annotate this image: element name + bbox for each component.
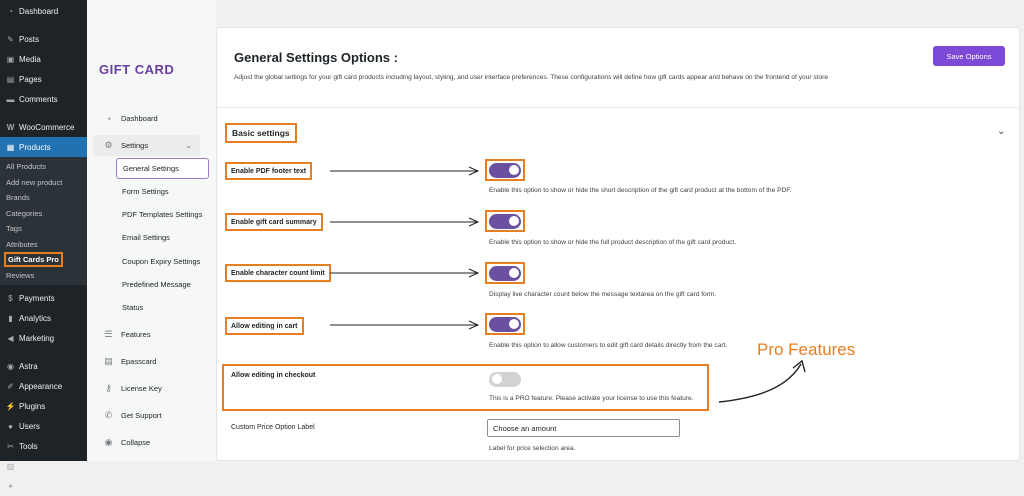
plugin-menu-dashboard[interactable]: ◔ Dashboard	[105, 113, 158, 124]
setting-label-gift-card-summary: Enable gift card summary	[225, 213, 323, 231]
plugin-title: GIFT CARD	[99, 62, 175, 77]
chevron-down-icon: ⌄	[185, 141, 192, 150]
archive-icon: ▦	[6, 142, 15, 152]
toggle-pdf-footer[interactable]	[485, 159, 525, 181]
submenu-form-settings[interactable]: Form Settings	[122, 186, 169, 196]
toggle-gift-card-summary[interactable]	[485, 210, 525, 232]
comment-icon: ▬	[6, 94, 15, 104]
plugin-menu-settings[interactable]: ⚙ Settings ⌄	[93, 135, 200, 156]
arrow-annotation	[330, 320, 482, 330]
toggle-switch	[489, 163, 521, 178]
wrench-icon: ✂	[7, 441, 14, 451]
wp-menu-tools[interactable]: ✂ Tools	[7, 441, 38, 451]
submenu-attributes[interactable]: Attributes	[6, 239, 38, 249]
submenu-tags[interactable]: Tags	[6, 224, 22, 234]
wp-menu-marketing[interactable]: ◀ Marketing	[7, 333, 55, 343]
chevron-down-icon[interactable]: ⌄	[997, 126, 1006, 137]
submenu-status[interactable]: Status	[122, 302, 144, 312]
user-icon: ●	[8, 421, 13, 431]
arrow-annotation	[330, 217, 482, 227]
custom-price-input[interactable]	[487, 419, 680, 437]
astra-icon: ◉	[7, 361, 14, 371]
wp-menu-users[interactable]: ● Users	[0, 416, 87, 436]
plugin-icon: ⚡	[5, 401, 16, 411]
panel-header	[217, 28, 1019, 108]
wp-menu-settings[interactable]: ▥ Settings	[6, 461, 48, 471]
wp-menu-plugins[interactable]: ⚡ Plugins	[5, 401, 46, 411]
wp-menu-products[interactable]: ▦ Products	[0, 137, 87, 157]
submenu-reviews[interactable]: Reviews	[6, 270, 35, 280]
wp-menu-pages[interactable]: ▤ Pages	[6, 74, 42, 84]
plugin-menu-get-support[interactable]: ✆ Get Support	[104, 409, 162, 420]
submenu-predefined-message[interactable]: Predefined Message	[122, 279, 191, 289]
plugin-menu-features[interactable]: ☰ Features	[104, 328, 151, 339]
submenu-coupon-expiry-settings[interactable]: Coupon Expiry Settings	[122, 256, 201, 266]
gear-icon: ⚙	[104, 140, 113, 150]
gauge-icon: ◔	[105, 113, 112, 124]
products-submenu	[0, 157, 87, 285]
wp-menu-comments[interactable]: ▬ Comments	[6, 94, 58, 104]
toggle-character-count[interactable]	[485, 262, 525, 284]
save-options-button[interactable]: Save Options	[933, 46, 1005, 66]
plugin-menu-epasscard[interactable]: ▤ Epasscard	[104, 355, 157, 366]
section-title-basic-settings: Basic settings	[225, 123, 297, 143]
submenu-email-settings[interactable]: Email Settings	[122, 233, 170, 243]
custom-price-desc: Label for price selection area.	[489, 445, 576, 452]
arrow-annotation	[330, 268, 482, 278]
submenu-add-new-product[interactable]: Add new product	[6, 177, 63, 187]
wp-menu-analytics[interactable]: ▮ Analytics	[0, 308, 87, 328]
toggle-edit-in-cart[interactable]	[485, 313, 525, 335]
custom-price-label: Custom Price Option Label	[231, 424, 315, 431]
pin-icon: ✎	[7, 34, 14, 44]
submenu-pdf-templates-settings[interactable]: PDF Templates Settings	[122, 210, 203, 220]
setting-desc-edit-in-checkout: This is a PRO feature. Please activate your license to use this feature.	[489, 395, 694, 402]
setting-label-edit-in-cart: Allow editing in cart	[225, 317, 304, 335]
plugin-sidebar	[87, 0, 216, 461]
settings-panel	[216, 27, 1020, 461]
settings-icon: ▥	[6, 461, 15, 471]
plugin-menu-license-key[interactable]: ⚷ License Key	[105, 382, 162, 393]
pages-icon: ▤	[6, 74, 15, 84]
page-title: General Settings Options :	[234, 50, 398, 65]
toggle-edit-in-checkout[interactable]	[485, 368, 525, 390]
wp-menu-dashboard[interactable]: ◔ Dashboard	[0, 1, 87, 21]
submenu-brands[interactable]: Brands	[6, 193, 30, 203]
wp-menu-appearance[interactable]: ✐ Appearance	[7, 381, 63, 391]
submenu-categories[interactable]: Categories	[6, 208, 43, 218]
list-icon: ☰	[104, 328, 113, 339]
setting-desc-gift-card-summary: Enable this option to show or hide the full product description of the gift card product.	[489, 239, 737, 246]
toggle-switch	[489, 266, 521, 281]
toggle-switch	[489, 317, 521, 332]
wp-menu-posts[interactable]: ✎ Posts	[7, 34, 40, 44]
setting-label-edit-in-checkout: Allow editing in checkout	[231, 372, 316, 379]
plugin-menu	[87, 108, 216, 459]
toggle-switch	[489, 214, 521, 229]
setting-desc-edit-in-cart: Enable this option to allow customers to edit gift card details directly from the cart.	[489, 342, 728, 349]
toggle-switch	[489, 372, 521, 387]
submenu-all-products[interactable]: All Products	[6, 162, 47, 172]
setting-desc-character-count: Display live character count below the message textarea on the gift card form.	[489, 291, 717, 298]
plugin-menu-collapse[interactable]: ◉ Collapse	[104, 436, 151, 447]
woo-icon: W	[6, 122, 15, 132]
wp-menu-astra[interactable]: ◉ Astra	[7, 361, 38, 371]
card-icon: ✦	[7, 481, 14, 491]
pro-features-annotation: Pro Features	[757, 340, 856, 359]
setting-label-pdf-footer: Enable PDF footer text	[225, 162, 312, 180]
submenu-gift-cards-pro[interactable]: Gift Cards Pro	[8, 255, 59, 265]
megaphone-icon: ◀	[7, 333, 14, 343]
support-icon: ✆	[104, 409, 113, 420]
setting-label-character-count: Enable character count limit	[225, 264, 331, 282]
page-description: Adjust the global settings for your gift card products including layout, styling, and user interface preferences. These configurations will define how gift cards appear and behave on the frontend of your store	[234, 74, 829, 81]
collapse-icon: ◉	[104, 436, 113, 447]
brush-icon: ✐	[7, 381, 14, 391]
wp-menu-woocommerce[interactable]: W WooCommerce	[6, 122, 75, 132]
key-icon: ⚷	[105, 382, 112, 393]
wp-menu-epasscard[interactable]: ✦ Epasscard	[7, 481, 57, 491]
submenu-general-settings[interactable]: General Settings	[116, 158, 209, 179]
wp-menu-payments[interactable]: $ Payments	[0, 288, 87, 308]
card-icon: ▤	[104, 355, 113, 366]
arrow-annotation	[330, 166, 482, 176]
dollar-icon: $	[8, 293, 13, 303]
wp-menu-media[interactable]: ▣ Media	[6, 54, 41, 64]
curved-arrow-annotation	[717, 358, 827, 406]
setting-desc-pdf-footer: Enable this option to show or hide the short description of the gift card product at the bottom of the PDF.	[489, 187, 792, 194]
settings-submenu	[87, 158, 216, 318]
chart-icon: ▮	[8, 313, 13, 323]
wp-admin-sidebar	[0, 0, 87, 491]
dashboard-icon: ◔	[8, 6, 13, 16]
media-icon: ▣	[6, 54, 15, 64]
